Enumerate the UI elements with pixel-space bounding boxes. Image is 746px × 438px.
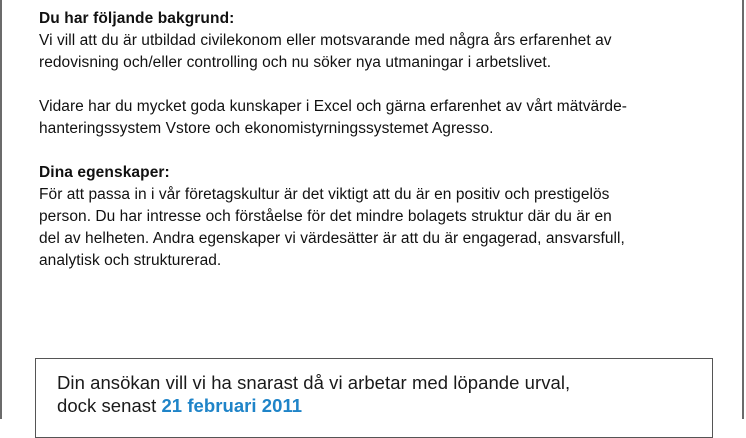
background-heading: Du har följande bakgrund: <box>39 10 235 27</box>
callout-line <box>57 394 712 417</box>
qualities-line: person. Du har intresse och förståelse för det mindre bolagets struktur där du är en <box>39 208 612 225</box>
background-line: Vidare har du mycket goda kunskaper i Excel och gärna erfarenhet av vårt mätvärde- <box>39 98 627 115</box>
callout-line: Din ansökan vill vi ha snarast då vi arbetar med löpande urval, <box>57 372 571 393</box>
qualities-line: analytisk och strukturerad. <box>39 252 222 269</box>
qualities-line: del av helheten. Andra egenskaper vi värdesätter är att du är engagerad, ansvarsfull, <box>39 230 625 247</box>
paragraph-gap <box>39 140 729 162</box>
qualities-heading: Dina egenskaper: <box>39 164 170 181</box>
paragraph-gap <box>39 74 729 96</box>
application-callout-box <box>35 358 713 438</box>
qualities-line: För att passa in i vår företagskultur är det viktigt att du är en positiv och prestigelös <box>39 186 610 203</box>
callout-prefix: dock senast <box>57 395 162 416</box>
background-line: hanteringssystem Vstore och ekonomistyrningssystemet Agresso. <box>39 120 494 137</box>
deadline-date: 21 februari 2011 <box>161 395 303 416</box>
document-content <box>39 8 729 272</box>
background-line: Vi vill att du är utbildad civilekonom eller motsvarande med några års erfarenhet av <box>39 32 612 49</box>
background-line: redovisning och/eller controlling och nu söker nya utmaningar i arbetslivet. <box>39 54 552 71</box>
